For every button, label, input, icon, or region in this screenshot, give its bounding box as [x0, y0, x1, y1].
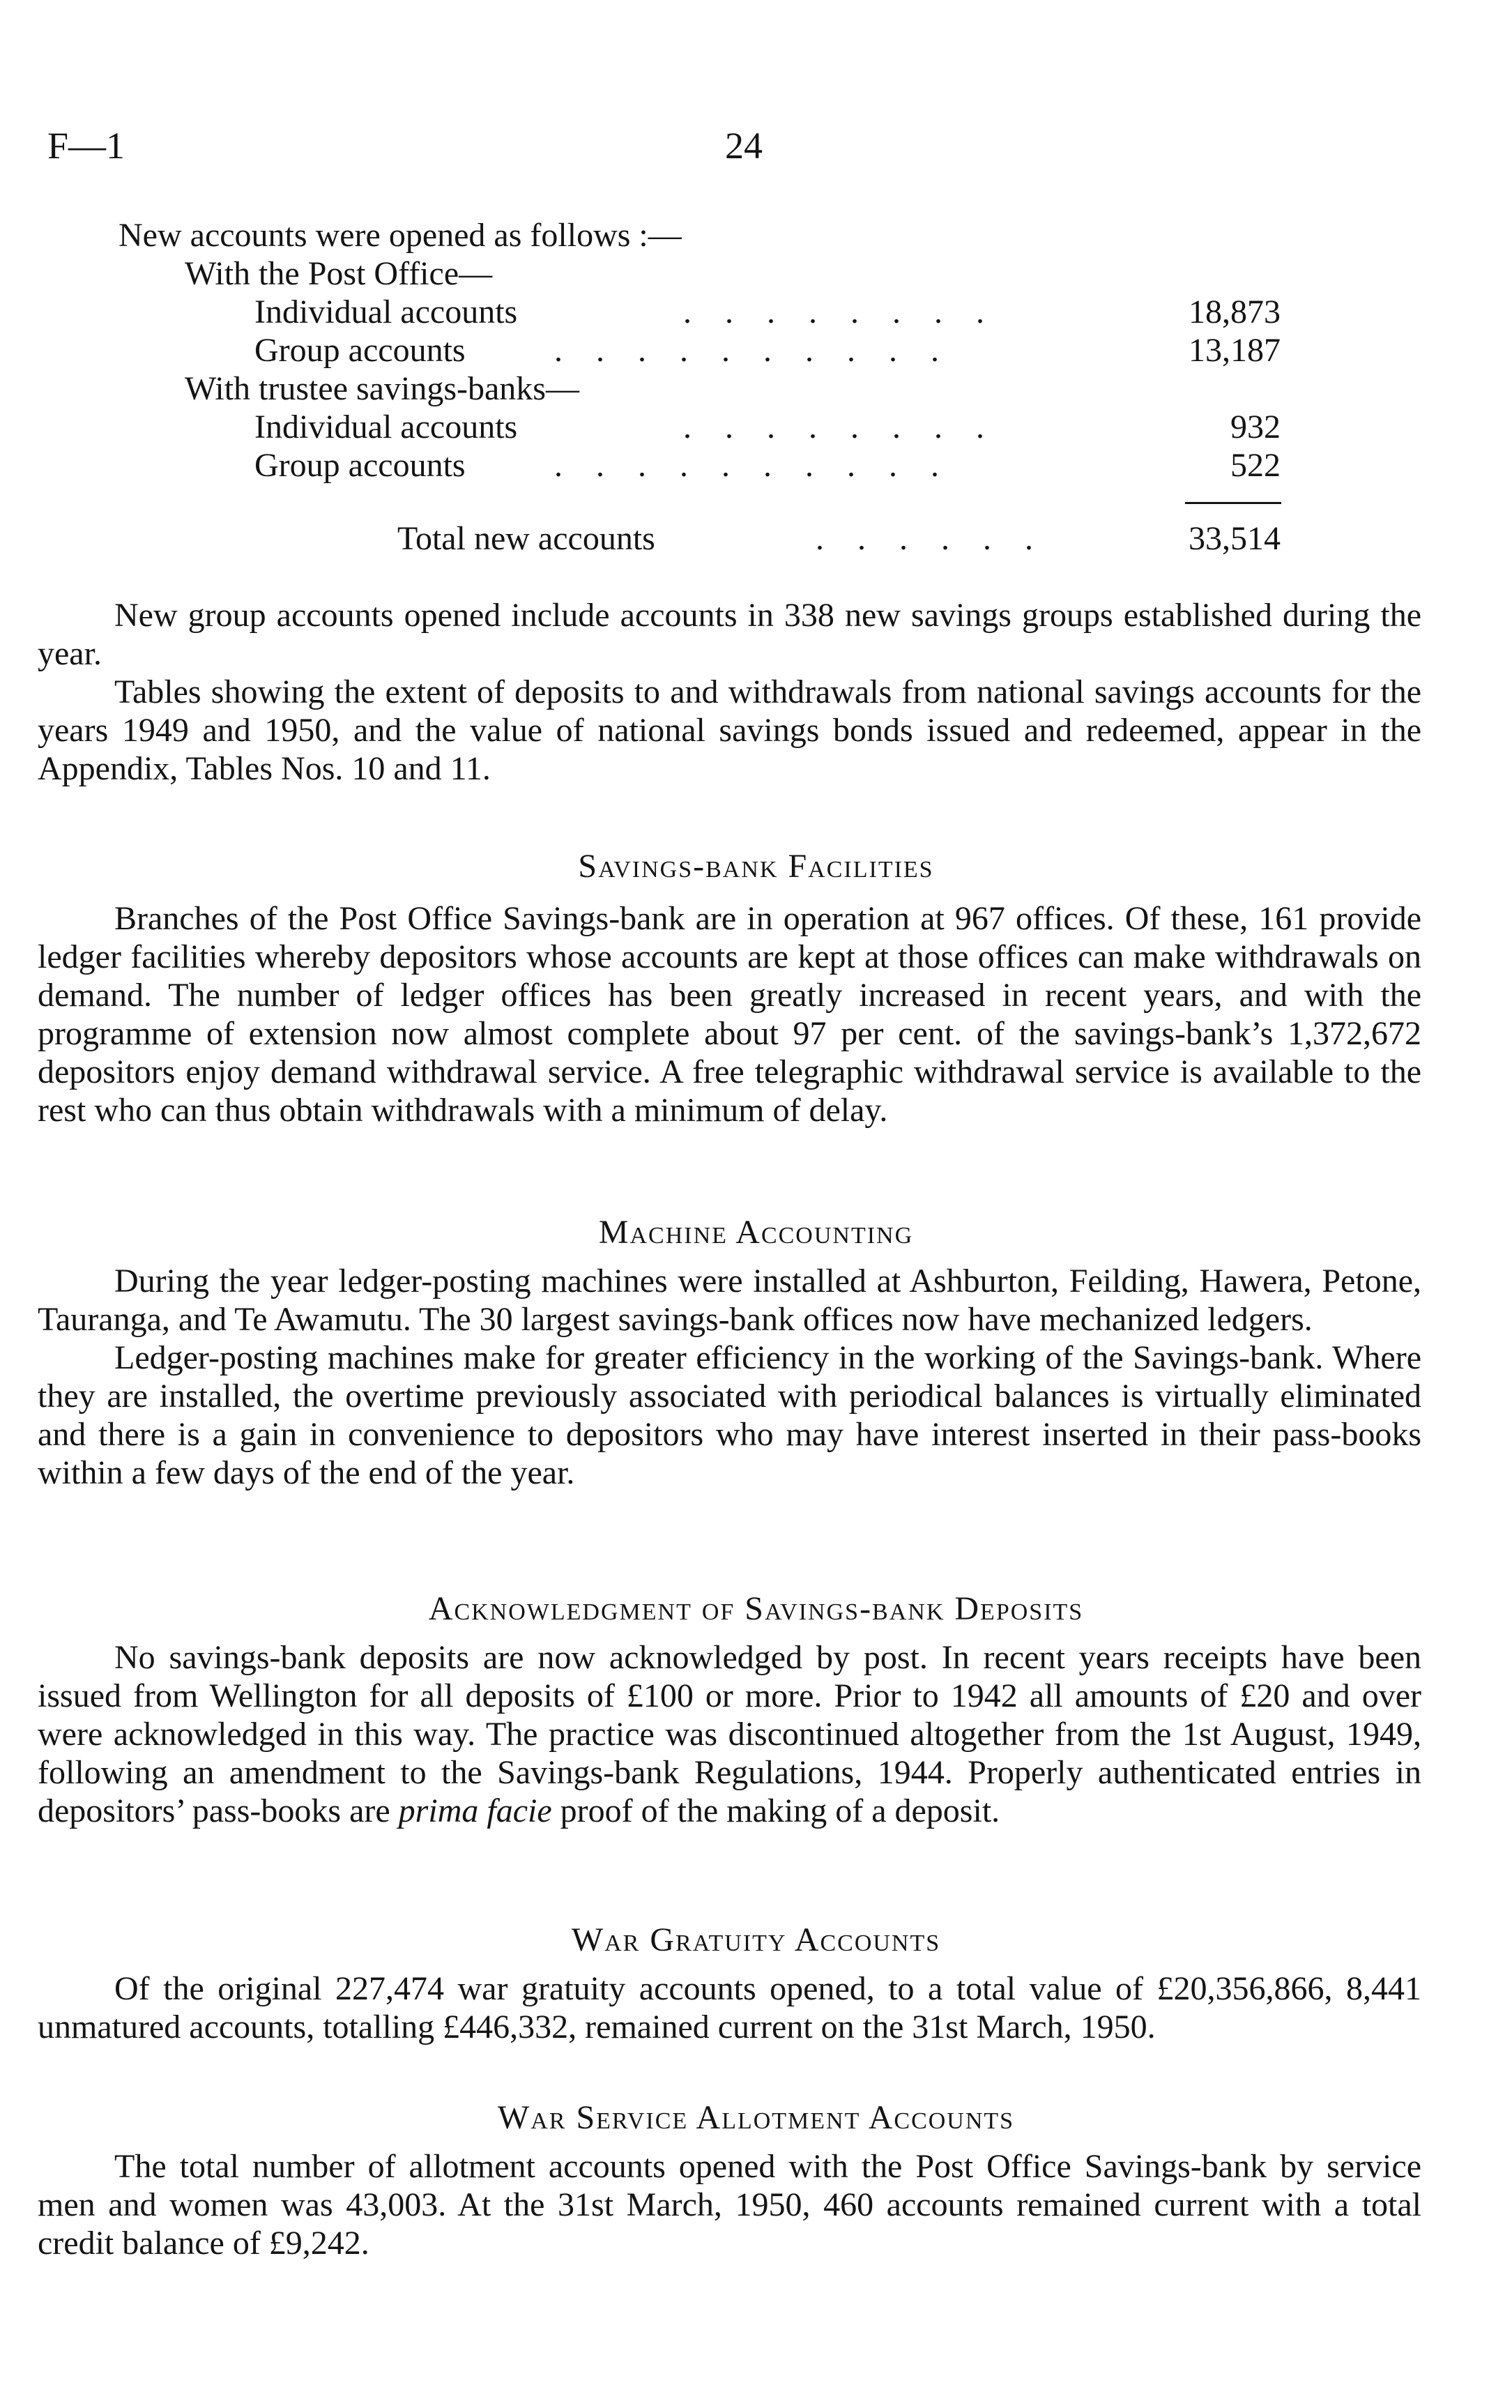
paragraph: New group accounts opened include accounts in 338 new savings groups established during the year. [38, 597, 1421, 672]
paragraph-text: No savings-bank deposits are now acknowledged by post. In recent years receipts have been issued from Wellington for all deposits of £100 or more. Prior to 1942 all amounts of £20 and over were acknowledged in this way. The practice was discontinued altogether from the 1st August, 1949, following an amendment to the Savings-bank Regulations, 1944. Properly authenticated entries in depositors’ pass-books are [38, 1639, 1421, 1829]
section-heading: War Service Allotment Accounts [497, 2099, 1015, 2136]
paragraph: During the year ledger-posting machines were installed at Ashburton, Feilding, Hawera, Petone, Tauranga, and Te Awamutu. The 30 largest savings-bank offices now have mechanized ledgers. [38, 1263, 1421, 1338]
leader-dots: . . . . . . . . . . [554, 447, 952, 484]
paragraph: Ledger-posting machines make for greater efficiency in the working of the Savings-bank. Where they are installed, the overtime previously associated with periodical balances is virtually eliminated and there is a gain in convenience to depositors who may have interest inserted in their pass-books within a few days of the end of the year. [38, 1339, 1421, 1491]
list-item-value: 18,873 [1189, 294, 1281, 330]
total-label: Total new accounts [397, 520, 655, 557]
section-text [38, 2147, 1421, 2262]
paragraph: The total number of allotment accounts opened with the Post Office Savings-bank by service men and women was 43,003. At the 31st March, 1950, 460 accounts remained current with a total credit balance of £9,242. [38, 2148, 1421, 2262]
intro-text-block [38, 596, 1421, 788]
section-heading: Acknowledgment of Savings-bank Deposits [428, 1590, 1084, 1627]
section-text [38, 899, 1421, 1129]
paragraph: Tables showing the extent of deposits to and withdrawals from national savings accounts for the years 1949 and 1950, and the value of national savings bonds issued and redeemed, appear in the Appendix, Tables Nos. 10 and 11. [38, 673, 1421, 787]
section-heading: Machine Accounting [598, 1214, 914, 1251]
list-item-label: Individual accounts [254, 294, 518, 330]
list-item-value: 13,187 [1189, 332, 1281, 369]
leader-dots: . . . . . . . . [683, 294, 997, 330]
section-heading: Savings-bank Facilities [578, 848, 934, 885]
post-office-label: With the Post Office— [185, 255, 493, 292]
list-item-label: Group accounts [254, 447, 466, 484]
paragraph-text: proof of the making of a deposit. [551, 1792, 1000, 1829]
list-item-label: Group accounts [254, 332, 466, 369]
list-item-value: 522 [1230, 447, 1281, 484]
italic-term: prima facie [398, 1792, 552, 1829]
leader-dots: . . . . . . . . . . [554, 332, 952, 369]
total-value: 33,514 [1189, 520, 1281, 557]
paragraph [38, 1638, 1421, 1830]
section-text [38, 1969, 1421, 2046]
list-item-value: 932 [1230, 409, 1281, 445]
new-accounts-intro: New accounts were opened as follows :— [119, 217, 682, 254]
document-code: F—1 [47, 125, 125, 167]
list-item-label: Individual accounts [254, 409, 518, 445]
total-rule [1185, 502, 1281, 504]
trustee-label: With trustee savings-banks— [185, 370, 579, 407]
leader-dots: . . . . . . . . [683, 409, 997, 445]
leader-dots: . . . . . . [816, 520, 1046, 557]
section-text [38, 1638, 1421, 1830]
section-text [38, 1262, 1421, 1492]
paragraph: Of the original 227,474 war gratuity accounts opened, to a total value of £20,356,866, 8,441 unmatured accounts, totalling £446,332, remained current on the 31st March, 1950. [38, 1970, 1421, 2045]
page-number: 24 [725, 125, 763, 167]
paragraph: Branches of the Post Office Savings-bank are in operation at 967 offices. Of these, 161 provide ledger facilities whereby depositors whose accounts are kept at those offices can make withdrawals on demand. The number of ledger offices has been greatly increased in recent years, and with the programme of extension now almost complete about 97 per cent. of the savings-bank’s 1,372,672 depositors enjoy demand withdrawal service. A free telegraphic withdrawal service is available to the rest who can thus obtain withdrawals with a minimum of delay. [38, 900, 1421, 1129]
section-heading: War Gratuity Accounts [571, 1921, 941, 1958]
